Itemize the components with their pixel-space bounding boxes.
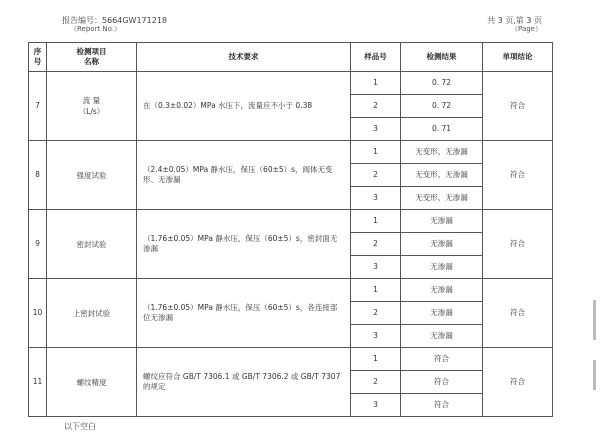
sample-no-cell: 3 [351, 394, 401, 417]
report-number-label: 报告编号：5664GW171218 [62, 16, 168, 25]
table-row [29, 348, 553, 371]
table-row [29, 72, 553, 95]
table-row [29, 141, 553, 164]
sample-no-cell: 2 [351, 164, 401, 187]
scan-edge-mark [593, 300, 596, 340]
requirement-cell: 螺纹应符合 GB/T 7306.1 或 GB/T 7306.2 或 GB/T 7307 的规定 [137, 348, 351, 417]
sample-no-cell: 2 [351, 371, 401, 394]
page-indicator [487, 16, 542, 34]
result-cell: 无渗漏 [401, 302, 483, 325]
item-name-cell [47, 210, 137, 279]
sample-no-cell: 3 [351, 187, 401, 210]
result-cell: 无渗漏 [401, 210, 483, 233]
test-results-table [28, 42, 553, 417]
page-sub: （Page） [511, 25, 542, 33]
report-number [62, 16, 167, 34]
col-header-conclusion: 单项结论 [483, 43, 553, 72]
result-cell: 0. 72 [401, 95, 483, 118]
table-header-row [29, 43, 553, 72]
result-cell: 0. 72 [401, 72, 483, 95]
sample-no-cell: 1 [351, 141, 401, 164]
item-name-line: 流 量 [82, 96, 101, 105]
seq-cell: 9 [29, 210, 47, 279]
item-name-line: 上密封试验 [72, 308, 111, 318]
sample-no-cell: 2 [351, 233, 401, 256]
item-name-cell [47, 348, 137, 417]
sample-no-cell: 2 [351, 302, 401, 325]
sample-no-cell: 3 [351, 118, 401, 141]
col-header-sample: 样品号 [351, 43, 401, 72]
seq-cell: 11 [29, 348, 47, 417]
item-name-cell [47, 72, 137, 141]
seq-cell: 8 [29, 141, 47, 210]
sample-no-cell: 3 [351, 325, 401, 348]
conclusion-cell: 符合 [483, 141, 553, 210]
requirement-cell: 在（0.3±0.02）MPa 水压下，流量应不小于 0.38 [137, 72, 351, 141]
result-cell: 无变形、无渗漏 [401, 141, 483, 164]
item-name-line: 密封试验 [76, 239, 107, 249]
conclusion-cell: 符合 [483, 279, 553, 348]
conclusion-cell: 符合 [483, 72, 553, 141]
result-cell: 无渗漏 [401, 256, 483, 279]
report-number-sub: （Report No.） [70, 25, 122, 33]
item-name-line: （L/s） [78, 107, 105, 116]
sample-no-cell: 1 [351, 348, 401, 371]
sample-no-cell: 1 [351, 72, 401, 95]
requirement-cell: （1.76±0.05）MPa 静水压，保压（60±5）s，各连接部位无渗漏 [137, 279, 351, 348]
seq-cell: 7 [29, 72, 47, 141]
scan-edge-mark [593, 360, 596, 390]
sample-no-cell: 3 [351, 256, 401, 279]
conclusion-cell: 符合 [483, 348, 553, 417]
seq-cell: 10 [29, 279, 47, 348]
col-header-requirement: 技术要求 [137, 43, 351, 72]
item-name-cell [47, 141, 137, 210]
conclusion-cell: 符合 [483, 210, 553, 279]
result-cell: 无渗漏 [401, 279, 483, 302]
requirement-cell: （2.4±0.05）MPa 静水压，保压（60±5）s，阀体无变形、无渗漏 [137, 141, 351, 210]
result-cell: 无渗漏 [401, 325, 483, 348]
result-cell: 0. 71 [401, 118, 483, 141]
item-name-line: 强度试验 [76, 170, 107, 180]
result-cell: 符合 [401, 348, 483, 371]
item-name-line: 螺纹精度 [76, 377, 107, 387]
result-cell: 符合 [401, 371, 483, 394]
table-row [29, 210, 553, 233]
sample-no-cell: 2 [351, 95, 401, 118]
col-header-seq-line1: 序 [33, 47, 42, 56]
col-header-item [47, 43, 137, 72]
result-cell: 符合 [401, 394, 483, 417]
col-header-item-line2: 名称 [84, 57, 99, 66]
result-cell: 无渗漏 [401, 233, 483, 256]
col-header-result: 检测结果 [401, 43, 483, 72]
blank-below-note: 以下空白 [64, 422, 96, 431]
result-cell: 无变形、无渗漏 [401, 187, 483, 210]
sample-no-cell: 1 [351, 210, 401, 233]
col-header-seq [29, 43, 47, 72]
page-label: 共 3 页,第 3 页 [487, 16, 542, 25]
col-header-item-line1: 检测项目 [76, 47, 107, 56]
result-cell: 无变形、无渗漏 [401, 164, 483, 187]
table-row [29, 279, 553, 302]
item-name-cell [47, 279, 137, 348]
col-header-seq-line2: 号 [33, 57, 42, 66]
sample-no-cell: 1 [351, 279, 401, 302]
requirement-cell: （1.76±0.05）MPa 静水压，保压（60±5）s，密封面无渗漏 [137, 210, 351, 279]
